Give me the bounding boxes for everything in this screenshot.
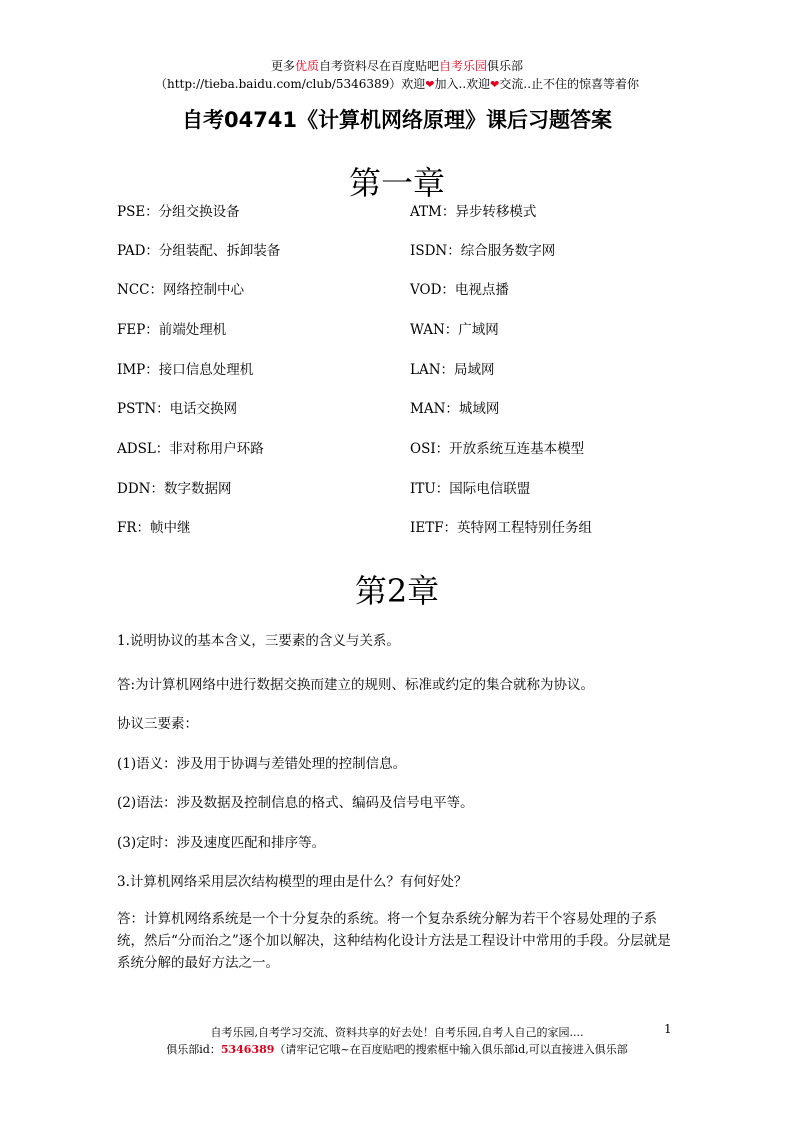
abbreviation-row <box>117 397 717 417</box>
abbreviation-row <box>117 437 717 457</box>
abbreviation-item: PSTN：电话交换网 <box>117 401 238 417</box>
header-text: 交流..止不住的惊喜等着你 <box>499 77 640 91</box>
abbreviation-item: VOD：电视点播 <box>410 282 509 298</box>
paragraph: 答:为计算机网络中进行数据交换而建立的规则、标准或约定的集合就称为协议。 <box>117 677 595 693</box>
abbreviation-row <box>117 477 717 497</box>
heart-icon: ❤ <box>425 78 435 91</box>
header-line-1 <box>0 57 794 75</box>
abbreviation-item: LAN：局域网 <box>410 362 495 378</box>
chapter-2-heading: 第2章 <box>354 572 440 610</box>
paragraph: 答：计算机网络系统是一个十分复杂的系统。将一个复杂系统分解为若干个容易处理的子系统，然后“分而治之”逐个加以解决，这种结构化设计方法是工程设计中常用的手段。分层就是系统分解的最好方法之一。 <box>117 911 671 971</box>
header-highlight: 优质 <box>294 59 319 73</box>
footer-line-1: 自考乐园,自考学习交流、资料共享的好去处！自考乐园,自考人自己的家园.... <box>210 1026 584 1039</box>
abbreviation-item: ADSL：非对称用户环路 <box>117 441 264 457</box>
abbreviation-item: ISDN：综合服务数字网 <box>410 243 556 259</box>
heart-icon: ❤ <box>490 78 500 91</box>
abbreviation-row <box>117 278 717 298</box>
page-header <box>0 57 794 94</box>
header-text: 俱乐部 <box>487 59 524 73</box>
footer-line-2 <box>0 1041 794 1058</box>
abbreviation-item: IETF：英特网工程特别任务组 <box>410 520 593 536</box>
header-text: 加入..欢迎 <box>434 77 491 91</box>
abbreviation-item: ATM：异步转移模式 <box>410 204 537 220</box>
paragraph: (3)定时：涉及速度匹配和排序等。 <box>117 835 326 851</box>
club-id: 5346389 <box>220 1043 275 1056</box>
paragraph: 3.计算机网络采用层次结构模型的理由是什么？有何好处？ <box>117 874 468 890</box>
paragraph: (2)语法：涉及数据及控制信息的格式、编码及信号电平等。 <box>117 795 474 811</box>
abbreviation-item: NCC：网络控制中心 <box>117 282 244 298</box>
paragraph: 协议三要素： <box>117 716 198 732</box>
header-text: 自考资料尽在百度贴吧 <box>318 59 439 73</box>
abbreviation-item: DDN：数字数据网 <box>117 481 232 497</box>
abbreviation-row <box>117 358 717 378</box>
header-link-text: （http://tieba.baidu.com/club/5346389）欢迎 <box>154 77 426 91</box>
abbreviation-item: ITU：国际电信联盟 <box>410 481 531 497</box>
abbreviation-item: IMP：接口信息处理机 <box>117 362 254 378</box>
abbreviation-row <box>117 318 717 338</box>
page-number: 1 <box>664 1022 672 1036</box>
chapter-1-heading: 第一章 <box>348 164 445 202</box>
footer-text: 俱乐部id： <box>166 1043 221 1056</box>
abbreviation-item: FR：帧中继 <box>117 520 191 536</box>
abbreviation-row <box>117 239 717 259</box>
abbreviation-row <box>117 200 717 220</box>
header-highlight: 自考乐园 <box>439 59 488 73</box>
paragraph: (1)语义：涉及用于协调与差错处理的控制信息。 <box>117 756 407 772</box>
header-line-2 <box>0 75 794 94</box>
paragraph: 1.说明协议的基本含义，三要素的含义与关系。 <box>117 633 400 649</box>
abbreviation-item: MAN：城域网 <box>410 401 500 417</box>
abbreviation-item: FEP：前端处理机 <box>117 322 227 338</box>
abbreviation-item: PSE：分组交换设备 <box>117 204 240 220</box>
footer-text: （请牢记它哦~在百度贴吧的搜索框中输入俱乐部id,可以直接进入俱乐部 <box>274 1043 628 1056</box>
document-title: 自考04741《计算机网络原理》课后习题答案 <box>181 108 613 132</box>
abbreviation-item: PAD：分组装配、拆卸装备 <box>117 243 281 259</box>
header-text: 更多 <box>270 59 295 73</box>
abbreviation-item: WAN：广域网 <box>410 322 499 338</box>
abbreviation-row <box>117 516 717 536</box>
abbreviation-item: OSI：开放系统互连基本模型 <box>410 441 585 457</box>
